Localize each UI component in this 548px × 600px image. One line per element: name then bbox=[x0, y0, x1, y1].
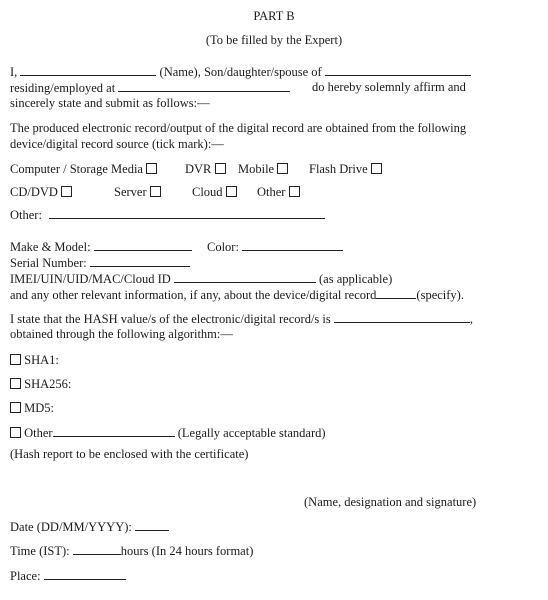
place-row bbox=[10, 567, 126, 584]
serial-row bbox=[10, 254, 190, 271]
date-row bbox=[10, 518, 169, 535]
algo-label: MD5: bbox=[24, 401, 54, 415]
source-other-row bbox=[10, 206, 325, 223]
option-other[interactable] bbox=[257, 184, 300, 200]
checkbox[interactable] bbox=[61, 186, 72, 197]
make-label: Make & Model: bbox=[10, 240, 91, 254]
name-label: (Name), Son/daughter/spouse of bbox=[159, 65, 322, 79]
imei-label: IMEI/UIN/UID/MAC/Cloud ID bbox=[10, 272, 171, 286]
algo-other-label: Other bbox=[24, 426, 53, 440]
as-applicable-label: (as applicable) bbox=[319, 272, 393, 286]
hash-value-field[interactable] bbox=[334, 310, 470, 323]
i-label: I, bbox=[10, 65, 18, 79]
residing-label: residing/employed at bbox=[10, 81, 116, 95]
option-label: Computer / Storage Media bbox=[10, 162, 143, 176]
imei-field[interactable] bbox=[174, 270, 316, 283]
option-server[interactable] bbox=[114, 184, 161, 200]
time-label: Time (IST): bbox=[10, 544, 70, 558]
address-field[interactable] bbox=[118, 79, 290, 92]
option-label: Cloud bbox=[192, 185, 223, 199]
option-label: DVR bbox=[185, 162, 212, 176]
checkbox[interactable] bbox=[226, 186, 237, 197]
time-field[interactable] bbox=[73, 542, 121, 555]
algo-other-field[interactable] bbox=[53, 424, 175, 437]
checkbox[interactable] bbox=[371, 163, 382, 174]
declaration-line-2 bbox=[10, 79, 290, 96]
sincerely-label: sincerely state and submit as follows:— bbox=[10, 96, 210, 110]
part-subtitle: (To be filled by the Expert) bbox=[205, 33, 343, 47]
source-intro-1: The produced electronic record/output of the digital record are obtained from the following bbox=[10, 121, 467, 135]
checkbox[interactable] bbox=[289, 186, 300, 197]
declaration-line-1 bbox=[10, 63, 471, 80]
place-field[interactable] bbox=[44, 567, 126, 580]
date-label: Date (DD/MM/YYYY): bbox=[10, 520, 132, 534]
specify-label: (specify). bbox=[416, 288, 464, 302]
relative-name-field[interactable] bbox=[325, 63, 471, 76]
imei-row bbox=[10, 270, 392, 287]
serial-label: Serial Number: bbox=[10, 256, 87, 270]
option-flash-drive[interactable] bbox=[309, 161, 382, 177]
checkbox[interactable] bbox=[215, 163, 226, 174]
checkbox[interactable] bbox=[10, 354, 21, 365]
hash-comma: , bbox=[469, 312, 473, 326]
algo-other[interactable] bbox=[10, 424, 326, 441]
other-info-field[interactable] bbox=[376, 286, 416, 299]
algo-label: SHA1: bbox=[24, 353, 59, 367]
color-label: Color: bbox=[207, 240, 239, 254]
source-other-label: Other: bbox=[10, 208, 42, 222]
option-label: Server bbox=[114, 185, 147, 199]
place-label: Place: bbox=[10, 569, 41, 583]
name-field[interactable] bbox=[20, 63, 156, 76]
source-other-field[interactable] bbox=[49, 206, 325, 219]
date-field[interactable] bbox=[135, 518, 169, 531]
part-title: PART B bbox=[253, 9, 295, 23]
hash-report-note: (Hash report to be enclosed with the certificate) bbox=[10, 447, 249, 461]
option-label: Mobile bbox=[238, 162, 275, 176]
hash-statement-2: obtained through the following algorithm:— bbox=[10, 327, 233, 341]
make-field[interactable] bbox=[94, 238, 192, 251]
serial-field[interactable] bbox=[90, 254, 190, 267]
algo-label: SHA256: bbox=[24, 377, 72, 391]
option-label: CD/DVD bbox=[10, 185, 58, 199]
hours-label: hours (In 24 hours format) bbox=[120, 544, 254, 558]
time-row bbox=[10, 542, 253, 559]
checkbox[interactable] bbox=[150, 186, 161, 197]
option-label: Other bbox=[257, 185, 286, 199]
option-computer[interactable] bbox=[10, 161, 157, 177]
option-cd-dvd[interactable] bbox=[10, 184, 72, 200]
source-intro-2: device/digital record source (tick mark):— bbox=[10, 137, 224, 151]
standard-label: (Legally acceptable standard) bbox=[177, 426, 326, 440]
algo-sha256[interactable] bbox=[10, 376, 71, 392]
checkbox[interactable] bbox=[277, 163, 288, 174]
color-row bbox=[207, 238, 343, 255]
checkbox[interactable] bbox=[10, 378, 21, 389]
algo-md5[interactable] bbox=[10, 400, 54, 416]
algo-sha1[interactable] bbox=[10, 352, 59, 368]
make-row bbox=[10, 238, 192, 255]
hash-statement-1: I state that the HASH value/s of the electronic/digital record/s is bbox=[10, 312, 331, 326]
option-mobile[interactable] bbox=[238, 161, 288, 177]
other-info-label: and any other relevant information, if any, about the device/digital record bbox=[10, 288, 377, 302]
other-info-row bbox=[10, 286, 464, 303]
affirm-label: do hereby solemnly affirm and bbox=[312, 80, 466, 94]
checkbox[interactable] bbox=[146, 163, 157, 174]
color-field[interactable] bbox=[242, 238, 343, 251]
checkbox[interactable] bbox=[10, 402, 21, 413]
signature-label: (Name, designation and signature) bbox=[304, 495, 477, 509]
option-dvr[interactable] bbox=[185, 161, 226, 177]
option-label: Flash Drive bbox=[309, 162, 368, 176]
checkbox[interactable] bbox=[10, 427, 21, 438]
option-cloud[interactable] bbox=[192, 184, 237, 200]
hash-row-1 bbox=[10, 310, 473, 327]
